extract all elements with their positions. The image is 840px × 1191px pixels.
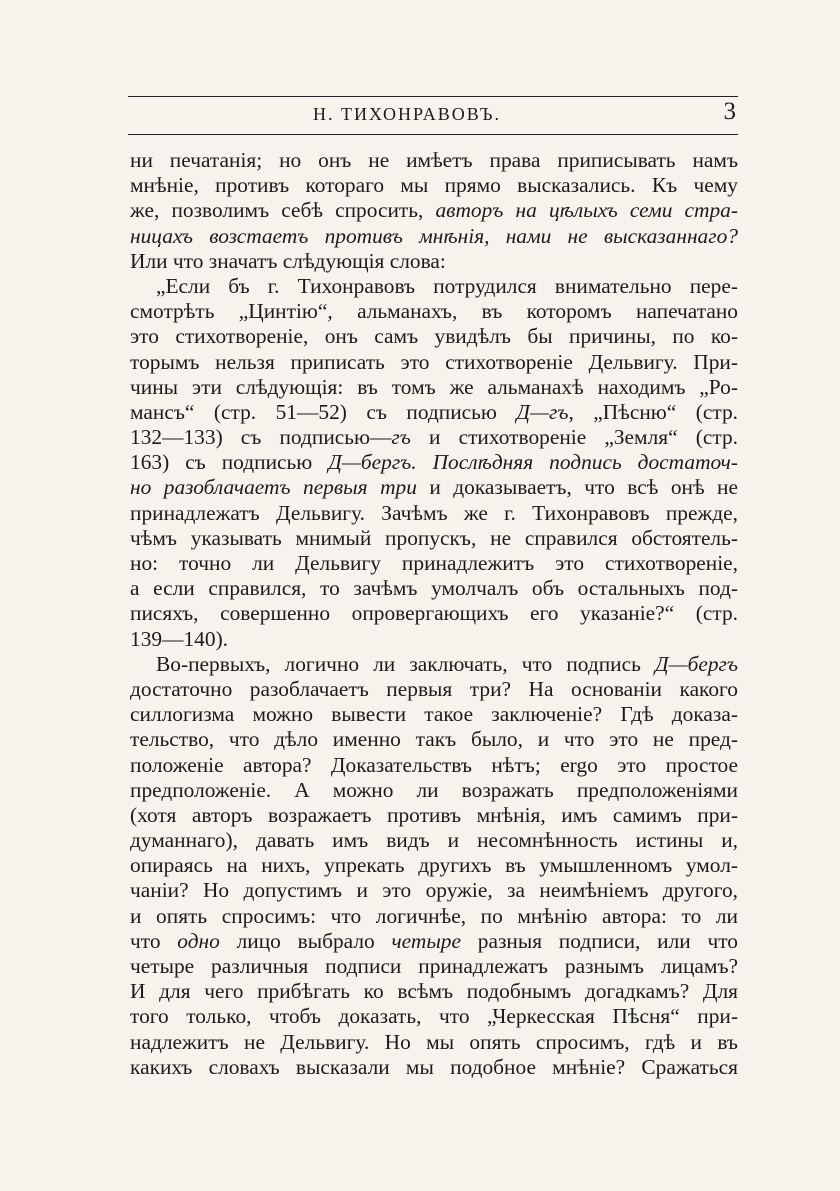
text-line (130, 677, 738, 702)
header-bottom-rule (128, 134, 738, 135)
italic-text: Д—бергъ (654, 651, 738, 676)
text-line (130, 475, 738, 500)
text-segment: это стихотвореніе, онъ самъ увидѣлъ бы причины, по ко- (130, 324, 738, 349)
text-line (130, 324, 738, 349)
text-line (130, 400, 738, 425)
text-line (130, 627, 738, 652)
text-segment: думаннаго), давать имъ видъ и несомнѣнность истины и, (130, 828, 738, 853)
italic-text: ницахъ возстаетъ противъ мнѣнія, нами не высказаннаго? (130, 223, 738, 248)
text-segment: того только, чтобъ доказать, что „Черкесская Пѣсня“ при- (130, 1004, 738, 1029)
text-segment: „Если бъ г. Тихонравовъ потрудился внимательно пере- (156, 273, 738, 298)
text-line (130, 425, 738, 450)
text-line (130, 878, 738, 903)
text-segment: тельство, что дѣло именно такъ было, и что это не пред- (130, 727, 738, 752)
text-line (130, 148, 738, 173)
text-segment: смотрѣть „Цинтію“, альманахъ, въ которомъ напечатано (130, 299, 738, 324)
text-segment: чины эти слѣдующія: въ томъ же альманахѣ находимъ „Ро- (130, 374, 738, 399)
text-line (130, 954, 738, 979)
text-segment: четыре различныя подписи принадлежатъ разнымъ лицамъ? (130, 954, 738, 978)
text-line (130, 173, 738, 198)
text-line (130, 727, 738, 752)
italic-text: авторъ на цѣлыхъ семи стра- (435, 198, 738, 223)
text-line (130, 803, 738, 828)
text-segment: 139—140). (130, 626, 229, 651)
text-segment: принадлежатъ Дельвигу. Зачѣмъ же г. Тихонравовъ прежде, (130, 500, 738, 525)
text-line (130, 350, 738, 375)
text-line (130, 1030, 738, 1055)
text-segment: силлогизма можно вывести такое заключеніе? Гдѣ доказа- (130, 702, 738, 727)
text-line (130, 702, 738, 727)
text-segment: а если справился, то зачѣмъ умолчалъ объ остальныхъ под- (130, 576, 738, 601)
text-segment: мансъ“ (стр. 51—52) съ подписью (130, 399, 517, 424)
text-line (130, 198, 738, 223)
text-segment: писяхъ, совершенно опровергающихъ его указаніе?“ (стр. (130, 601, 738, 626)
text-segment: 163) съ подписью (130, 450, 329, 475)
text-line (130, 450, 738, 475)
text-line (130, 526, 738, 551)
text-line (130, 601, 738, 626)
text-line (130, 753, 738, 778)
text-line (130, 929, 738, 954)
text-segment: но: точно ли Дельвигу принадлежитъ это стихотвореніе, (130, 551, 738, 575)
text-segment: и доказываетъ, что всѣ онѣ не (416, 475, 738, 500)
text-line (130, 551, 738, 576)
text-segment: 132—133) съ подписью— (130, 425, 392, 450)
text-segment: какихъ словахъ высказали мы подобное мнѣніе? Сражаться (130, 1054, 738, 1079)
text-segment: Во-первыхъ, логично ли заключать, что подпись (156, 651, 655, 676)
italic-text: но разоблачаетъ первыя три (130, 475, 417, 500)
text-line (130, 1004, 738, 1029)
text-segment: положеніе автора? Доказательствъ нѣтъ; ergo это простое (130, 752, 738, 777)
running-header-title: Н. ТИХОНРАВОВЪ. (312, 104, 502, 124)
text-line (130, 274, 738, 299)
text-segment: и стихотвореніе „Земля“ (стр. (410, 425, 738, 450)
text-line (130, 1055, 738, 1080)
text-line (130, 853, 738, 878)
italic-text: Д—гъ (516, 399, 569, 424)
text-line (130, 299, 738, 324)
text-segment: достаточно разоблачаетъ первыя три? На основаніи какого (130, 676, 738, 701)
text-line (130, 778, 738, 803)
body-text (130, 148, 738, 1080)
text-segment: чѣмъ указывать мнимый пропускъ, не справился обстоятель- (130, 525, 738, 550)
text-line (130, 979, 738, 1004)
text-segment: ни печатанія; но онъ не имѣетъ права приписывать намъ (130, 148, 738, 172)
italic-text: четыре (391, 928, 461, 953)
italic-text: Д—бергъ. Послѣдняя подпись достаточ- (328, 450, 738, 475)
page-number: 3 (723, 98, 736, 125)
text-line (130, 375, 738, 400)
text-segment: что (130, 928, 178, 953)
text-segment: же, позволимъ себѣ спросить, (130, 198, 436, 223)
text-line (130, 224, 738, 249)
text-segment: и опять спросимъ: что логичнѣе, по мнѣнію автора: то ли (130, 903, 738, 928)
italic-text: одно (177, 928, 220, 953)
text-line (130, 828, 738, 853)
text-line (130, 501, 738, 526)
text-segment: И для чего прибѣгать ко всѣмъ подобнымъ догадкамъ? Для (130, 979, 738, 1004)
text-line (130, 652, 738, 677)
italic-text: гъ (391, 425, 411, 450)
text-segment: предположеніе. А можно ли возражать предположеніями (130, 777, 738, 802)
text-segment: Или что значатъ слѣдующія слова: (130, 248, 446, 273)
text-line (130, 904, 738, 929)
text-segment: , „Пѣсню“ (стр. (568, 399, 738, 424)
text-segment: надлежитъ не Дельвигу. Но мы опять спросимъ, гдѣ и въ (130, 1029, 738, 1054)
text-segment: торымъ нельзя приписать это стихотвореніе Дельвигу. При- (130, 349, 738, 374)
text-line (130, 576, 738, 601)
text-segment: лицо выбрало (219, 928, 392, 953)
text-segment: (хотя авторъ возражаетъ противъ мнѣнія, имъ самимъ при- (130, 802, 738, 827)
header-top-rule (128, 96, 738, 97)
text-line (130, 249, 738, 274)
text-segment: опираясь на нихъ, упрекать другихъ въ умышленномъ умол- (130, 853, 738, 878)
text-segment: мнѣніе, противъ котораго мы прямо высказались. Къ чему (130, 173, 738, 198)
text-segment: разныя подписи, или что (461, 928, 738, 953)
text-segment: чаніи? Но допустимъ и это оружіе, за неимѣніемъ другого, (130, 878, 738, 903)
